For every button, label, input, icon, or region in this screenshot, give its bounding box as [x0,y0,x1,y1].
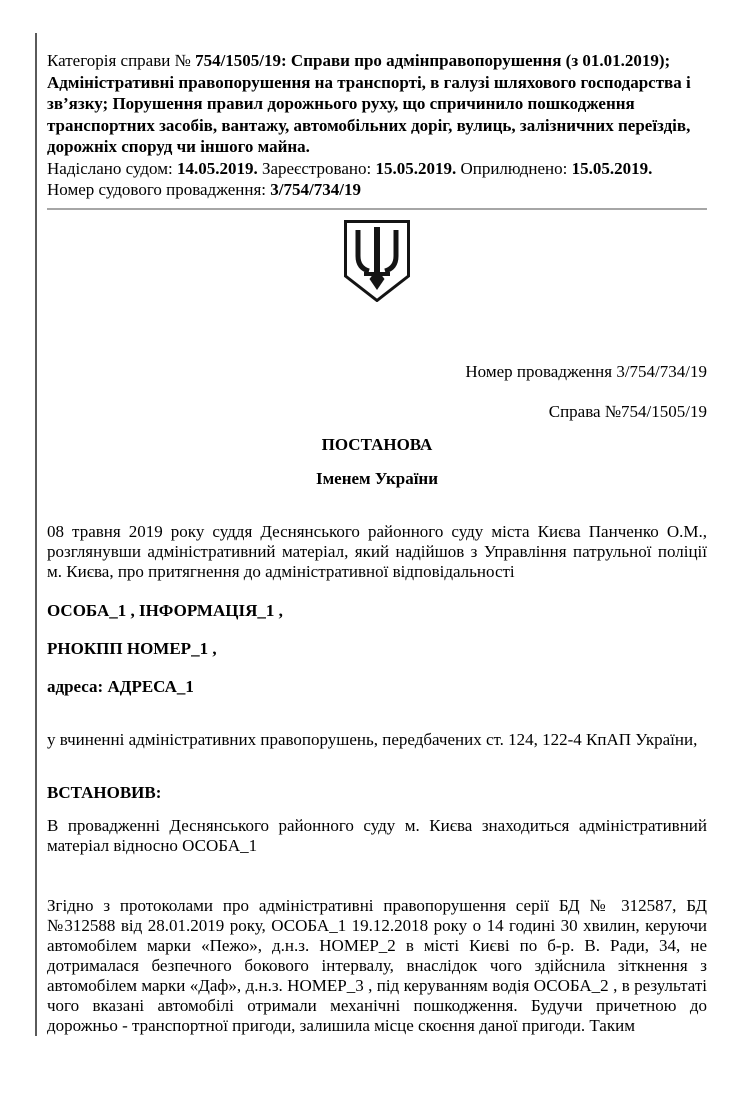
published-date: 15.05.2019. [571,158,653,178]
address-line: адреса: АДРЕСА_1 [47,676,194,696]
ukraine-trident-emblem-icon [344,220,410,302]
decision-body [47,362,707,1036]
court-proceeding-number-line [47,179,707,201]
court-decision-document [35,33,750,1036]
proceeding-number-right: Номер провадження 3/754/734/19 [465,361,707,381]
case-number-right: Справа №754/1505/19 [548,401,707,421]
sent-by-court-date: 14.05.2019. [176,158,258,178]
case-metadata-header [47,50,707,201]
charges-paragraph: у вчиненні адміністративних правопорушень, передбачених ст. 124, 122-4 КпАП України, [47,729,698,749]
intro-paragraph: 08 травня 2019 року суддя Деснянського районного суду міста Києва Панченко О.М., розглянувши адміністративний матеріал, який надійшов з Управління патрульної поліції м. Києва, про притягнення до адміністративної відповідальності [47,521,707,581]
body-paragraph-1: В провадженні Деснянського районного суду м. Києва знаходиться адміністративний матеріал відносно ОСОБА_1 [47,815,707,855]
proceeding-number-label: Номер судового провадження: [47,180,267,199]
header-divider [47,208,707,210]
proceeding-number-value: 3/754/734/19 [270,180,361,199]
established-heading: ВСТАНОВИВ: [47,782,162,802]
case-category-line [47,50,707,158]
person-line: ОСОБА_1 , ІНФОРМАЦІЯ_1 , [47,600,283,620]
case-category-value: 754/1505/19: Справи про адмінправопорушення (з 01.01.2019); Адміністративні правопорушення на транспорті, в галузі шляхового господарства і зв’язку; Порушення правил дорожнього руху, що спричинило пошкодження транспортних засобів, вантажу, автомобільних доріг, вулиць, залізничних переїздів, дорожніх споруд чи іншого майна. [47,51,691,156]
registered-date: 15.05.2019. [375,158,457,178]
body-paragraph-2: Згідно з протоколами про адміністративні правопорушення серії БД № 312587, БД №312588 від 28.01.2019 року, ОСОБА_1 19.12.2018 року о 14 годині 30 хвилин, керуючи автомобілем марки «Пежо», д.н.з. НОМЕР_2 в місті Києві по б-р. В. Ради, 34, не дотрималася безпечного бокового інтервалу, внаслідок чого здійснила зіткнення з автомобілем марки «Даф», д.н.з. НОМЕР_3 , під керуванням водія ОСОБА_2 , в результаті чого вказані автомобілі отримали механічні пошкодження. Будучи причетною до дорожньо - транспортної пригоди, залишила місце скоєння даної пригоди. Таким [47,895,707,1035]
decision-subtitle: Іменем України [315,468,439,488]
rnokpp-line: РНОКПП НОМЕР_1 , [47,638,217,658]
case-category-label: Категорія справи № [47,51,191,70]
sent-by-court-label: Надіслано судом: [47,158,173,178]
published-label: Оприлюднено: [460,158,568,178]
registered-label: Зареєстровано: [261,158,372,178]
decision-title: ПОСТАНОВА [321,434,433,454]
case-dates-line [47,158,707,180]
